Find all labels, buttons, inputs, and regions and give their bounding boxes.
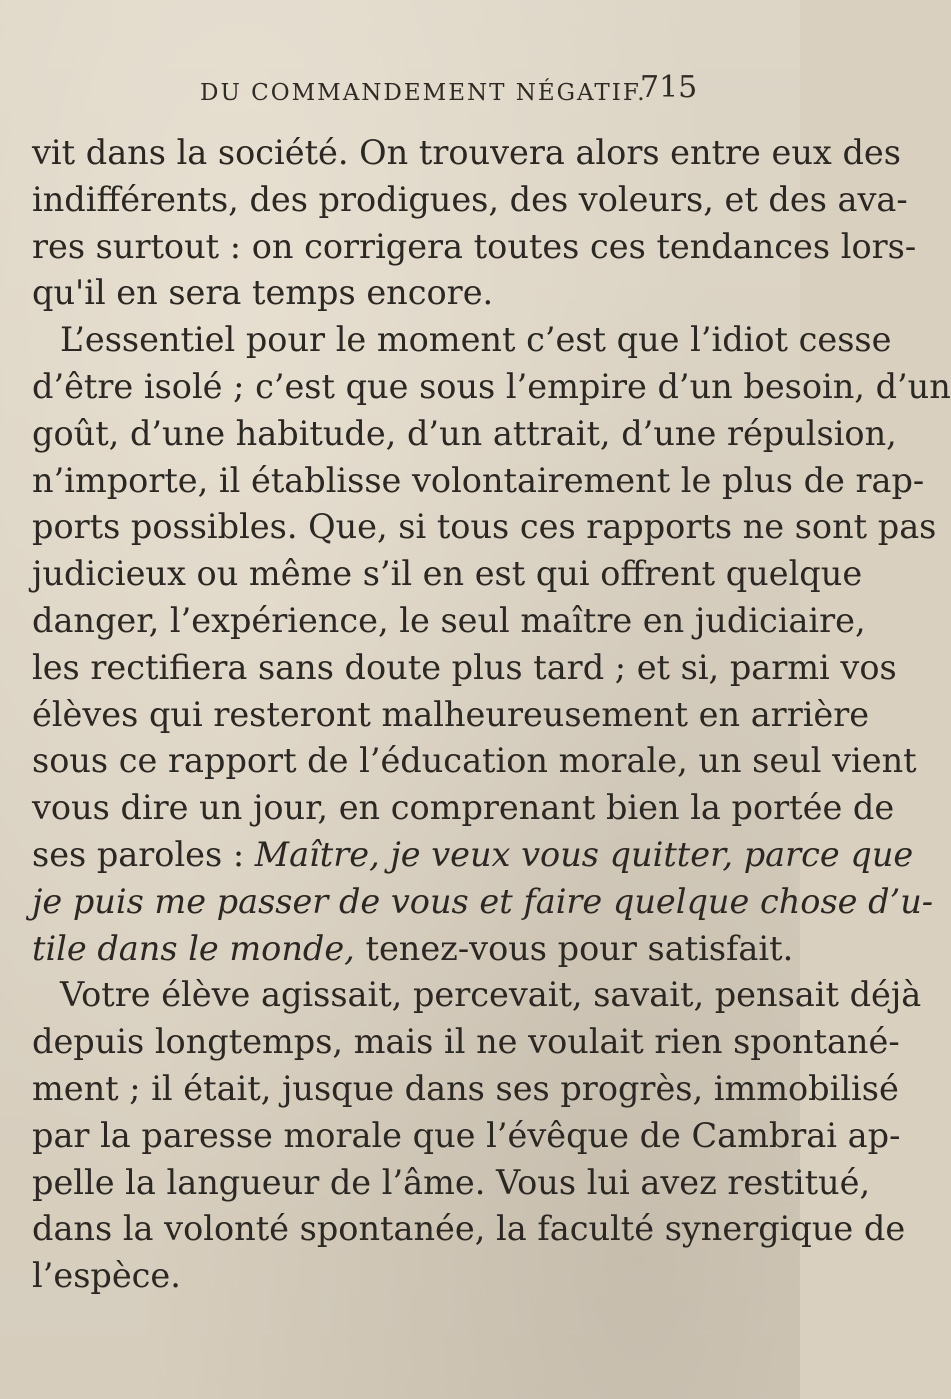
text-line: dans la volonté spontanée, la faculté synergique de [32, 1209, 906, 1249]
text-line: vous dire un jour, en comprenant bien la portée de [32, 788, 895, 828]
text-line: les rectifiera sans doute plus tard ; et si, parmi vos [32, 647, 897, 687]
text-line: Votre élève agissait, percevait, savait, pensait déjà [60, 975, 922, 1015]
text-line-mixed [32, 832, 914, 879]
body-text [32, 130, 951, 1300]
text-line: goût, d’une habitude, d’un attrait, d’une répulsion, [32, 413, 897, 453]
text-line: depuis longtemps, mais il ne voulait rien spontané- [32, 1022, 900, 1062]
text-line: d’être isolé ; c’est que sous l’empire d’un besoin, d’un [32, 366, 951, 406]
italic-quote: tile dans le monde, [32, 928, 355, 968]
text-line: par la paresse morale que l’évêque de Cambrai ap- [32, 1115, 901, 1155]
text-line: res surtout : on corrigera toutes ces tendances lors- [32, 226, 917, 266]
text-line: ports possibles. Que, si tous ces rapports ne sont pas [32, 507, 937, 547]
running-title: DU COMMANDEMENT NÉGATIF. [200, 80, 647, 106]
text-line: pelle la langueur de l’âme. Vous lui avez restitué, [32, 1162, 871, 1202]
text-line: qu'il en sera temps encore. [32, 273, 494, 313]
text-line: indifférents, des prodigues, des voleurs, et des ava- [32, 179, 908, 219]
text-line: danger, l’expérience, le seul maître en judiciaire, [32, 600, 866, 640]
running-head [0, 70, 800, 110]
paragraph-1 [32, 130, 917, 317]
text-line: ment ; il était, jusque dans ses progrès, immobilisé [32, 1068, 899, 1108]
text-segment: ses paroles : [32, 834, 245, 874]
text-line: élèves qui resteront malheureusement en arrière [32, 694, 870, 734]
text-segment: tenez-vous pour satisfait. [365, 928, 794, 968]
italic-quote: Maître, je veux vous quitter, parce que [254, 834, 914, 874]
italic-quote: je puis me passer de vous et faire quelque chose d’u- [32, 881, 934, 921]
text-line-mixed [32, 926, 794, 973]
text-line: n’importe, il établisse volontairement le plus de rap- [32, 460, 925, 500]
paragraph-2 [32, 317, 951, 972]
text-line: l’espèce. [32, 1256, 181, 1296]
paragraph-3 [32, 972, 922, 1300]
text-line: sous ce rapport de l’éducation morale, un seul vient [32, 741, 917, 781]
page-number: 715 [640, 70, 698, 105]
text-line: vit dans la société. On trouvera alors entre eux des [32, 133, 901, 172]
text-line: judicieux ou même s’il en est qui offrent quelque [32, 554, 863, 594]
text-line: L’essentiel pour le moment c’est que l’idiot cesse [60, 320, 892, 360]
